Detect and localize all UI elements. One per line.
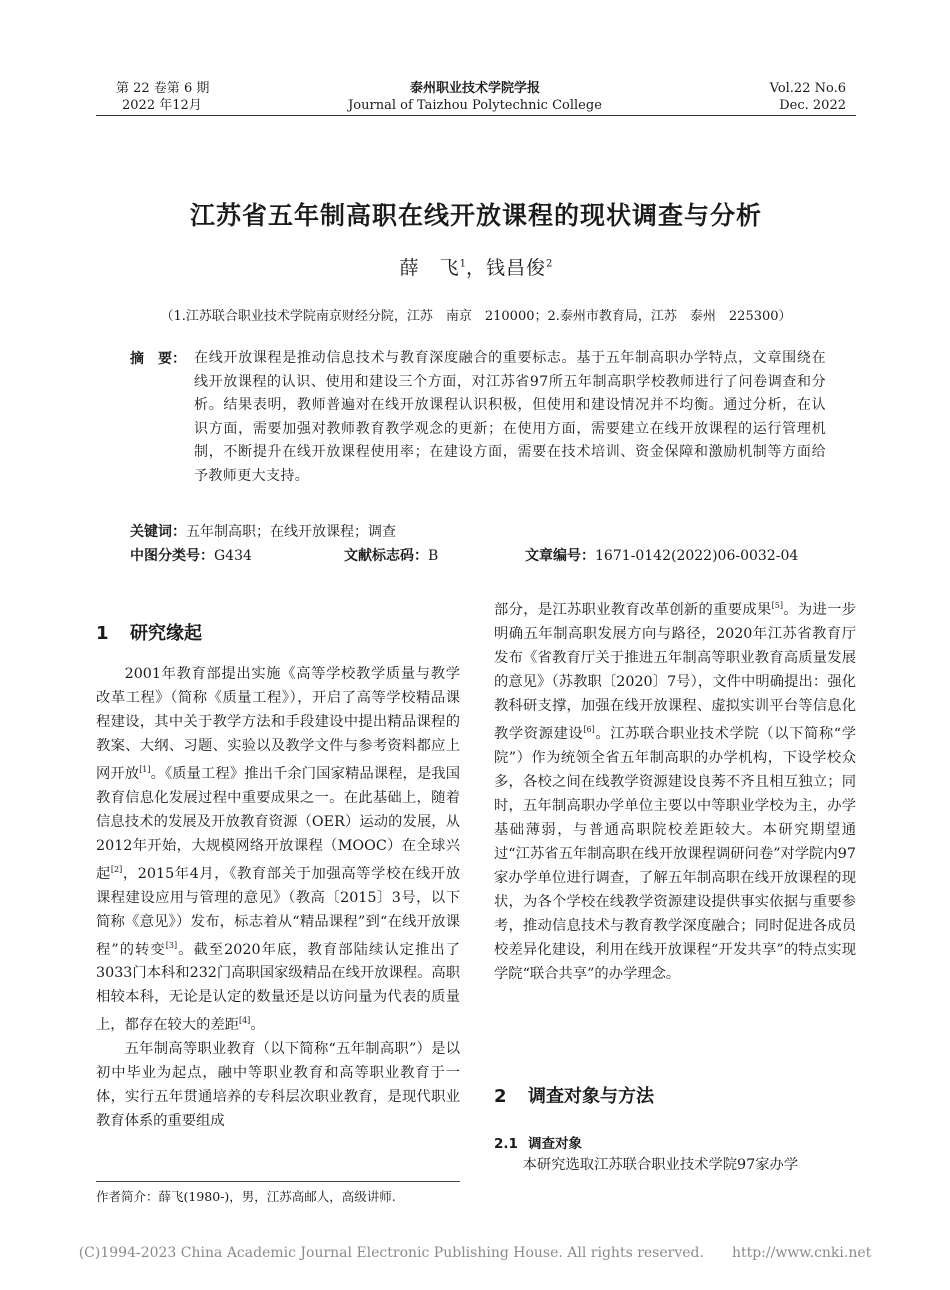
article-number-row xyxy=(525,545,798,565)
paragraph-2-continued xyxy=(494,594,856,986)
paragraph-1 xyxy=(96,662,460,1037)
author-footnote: 作者简介：薛飞(1980-)，男，江苏高邮人，高级讲师. xyxy=(96,1189,396,1204)
volume-issue: 第 22 卷第 6 期 xyxy=(116,81,210,96)
doc-code-label: 文献标志码： xyxy=(344,548,428,564)
abstract-text: 在线开放课程是推动信息技术与教育深度融合的重要标志。基于五年制高职办学特点，文章围绕在线开放课程的认识、使用和建设三个方面，对江苏省97所五年制高职学校教师进行了问卷调查和分析。结果表明，教师普遍对在线开放课程认识积极，但使用和建设情况并不均衡。通过分析，在认识方面，需要加强对教师教育教学观念的更新；在使用方面，需要建立在线开放课程的运行管理机制，不断提升在线开放课程使用率；在建设方面，需要在技术培训、资金保障和激励机制等方面给予教师更大支持。 xyxy=(194,350,826,484)
footnote-rule xyxy=(96,1181,460,1182)
author-2: 钱昌俊 xyxy=(486,257,547,279)
p1-text-d: 。截至2020年底，教育部陆续认定推出了3033门本科和232门高职国家级精品在线开放课程。高职相较本科，无论是认定的数量还是以访问量为代表的质量上，都存在较大的差距 xyxy=(96,941,460,1034)
section-1-title: 研究缘起 xyxy=(130,623,202,644)
left-column xyxy=(96,662,460,1133)
p2c-text-b: 。为进一步明确五年制高职发展方向与路径，2020年江苏省教育厅发布《省教育厅关于推进五年制高等职业教育高质量发展的意见》（苏教职〔2020〕7号），文件中明确提出：强化教科研支撑，加强在线开放课程、虚拟实训平台等信息化教学资源建设 xyxy=(494,601,857,742)
issue-date: 2022 年12月 xyxy=(122,98,202,113)
ref-5: [5] xyxy=(771,601,783,610)
section-2-heading xyxy=(494,1082,654,1108)
clc-row xyxy=(130,545,252,565)
section-1-number: 1 xyxy=(96,623,109,644)
ref-3: [3] xyxy=(165,940,178,950)
article-title: 江苏省五年制高职在线开放课程的现状调查与分析 xyxy=(189,201,762,230)
author-1-sup: 1 xyxy=(459,258,466,270)
copyright-notice: (C)1994-2023 China Academic Journal Electronic Publishing House. All rights reserved. http://www.cnki.net xyxy=(78,1245,872,1261)
clc-value: G434 xyxy=(214,548,252,564)
clc-label: 中图分类号： xyxy=(130,548,214,564)
abstract-label: 摘 要： xyxy=(130,351,186,367)
section-1-heading xyxy=(96,619,202,645)
keywords-text: 五年制高职；在线开放课程；调查 xyxy=(186,524,396,540)
author-1: 薛 飞 xyxy=(399,257,460,279)
article-number-label: 文章编号： xyxy=(525,548,595,564)
affiliation: （1.江苏联合职业技术学院南京财经分院，江苏 南京 210000；2.泰州市教育局，江苏 泰州 225300） xyxy=(160,309,792,324)
header-center xyxy=(300,80,650,114)
ref-4: [4] xyxy=(238,1016,251,1026)
p1-text-b: 。《质量工程》推出千余门国家精品课程，是我国教育信息化发展过程中重要成果之一。在此基础上，随着信息技术的发展及开放教育资源（OER）运动的发展，从2012年开始，大规模网络开放课程（MOOC）在全球兴起 xyxy=(96,765,461,882)
header-left xyxy=(116,80,256,114)
volume-en: Vol.22 No.6 xyxy=(769,81,846,96)
doc-code-value: B xyxy=(428,548,439,564)
header-right xyxy=(700,80,846,114)
header-rule xyxy=(96,115,856,116)
paragraph-2: 五年制高等职业教育（以下简称“五年制高职”）是以初中毕业为起点，融中等职业教育和高等职业教育于一体，实行五年贯通培养的专科层次职业教育，是现代职业教育体系的重要组成 xyxy=(96,1041,460,1130)
date-en: Dec. 2022 xyxy=(779,98,846,113)
p1-text-e: 。 xyxy=(250,1017,265,1034)
ref-2: [2] xyxy=(110,864,123,874)
section-2-1-title: 调查对象 xyxy=(528,1136,582,1152)
section-2-number: 2 xyxy=(494,1086,507,1107)
section-2-title: 调查对象与方法 xyxy=(528,1086,654,1107)
p2c-text-a: 部分，是江苏职业教育改革创新的重要成果 xyxy=(494,601,772,618)
right-column-tail xyxy=(494,1153,856,1177)
doc-code-row xyxy=(344,545,438,565)
journal-title-cn: 泰州职业技术学院学报 xyxy=(409,81,540,96)
author-separator: ， xyxy=(465,257,486,279)
author-2-sup: 2 xyxy=(546,258,553,270)
right-column xyxy=(494,594,856,986)
p1-text-c: ，2015年4月，《教育部关于加强高等学校在线开放课程建设应用与管理的意见》（教高〔2015〕3号，以下简称《意见》）发布，标志着从“精品课程”到“在线开放课程”的转变 xyxy=(96,865,460,958)
paragraph-3: 本研究选取江苏联合职业技术学院97家办学 xyxy=(522,1157,799,1173)
authors xyxy=(96,253,856,280)
keywords-row xyxy=(130,521,396,541)
p2c-text-c: 。江苏联合职业技术学院（以下简称“学院”）作为统领全省五年制高职的办学机构，下设学校众多，各校之间在线教学资源建设良莠不齐且相互独立；同时，五年制高职办学单位主要以中等职业学校为主，办学基础薄弱，与普通高职院校差距较大。本研究期望通过“江苏省五年制高职在线开放课程调研问卷”对学院内97家办学单位进行调查，了解五年制高职在线开放课程的现状，为各个学校在线教学资源建设提供事实依据与重要参考，推动信息技术与教育教学深度融合；同时促进各成员校差异化建设，利用在线开放课程“开发共享”的特点实现学院“联合共享”的办学理念。 xyxy=(494,725,857,982)
p1-text-a: 2001年教育部提出实施《高等学校教学质量与教学改革工程》（简称《质量工程》），开启了高等学校精品课程建设，其中关于教学方法和手段建设中提出精品课程的教案、大纲、习题、实验以及教学文件与参考资料都应上网开放 xyxy=(96,666,460,782)
section-2-1-number: 2.1 xyxy=(494,1136,518,1152)
journal-title-en: Journal of Taizhou Polytechnic College xyxy=(348,98,602,113)
article-number-value: 1671-0142(2022)06-0032-04 xyxy=(595,548,799,564)
section-2-1-heading xyxy=(494,1132,582,1152)
ref-6: [6] xyxy=(583,724,595,734)
ref-1: [1] xyxy=(139,765,151,774)
keywords-label: 关键词： xyxy=(130,524,186,540)
